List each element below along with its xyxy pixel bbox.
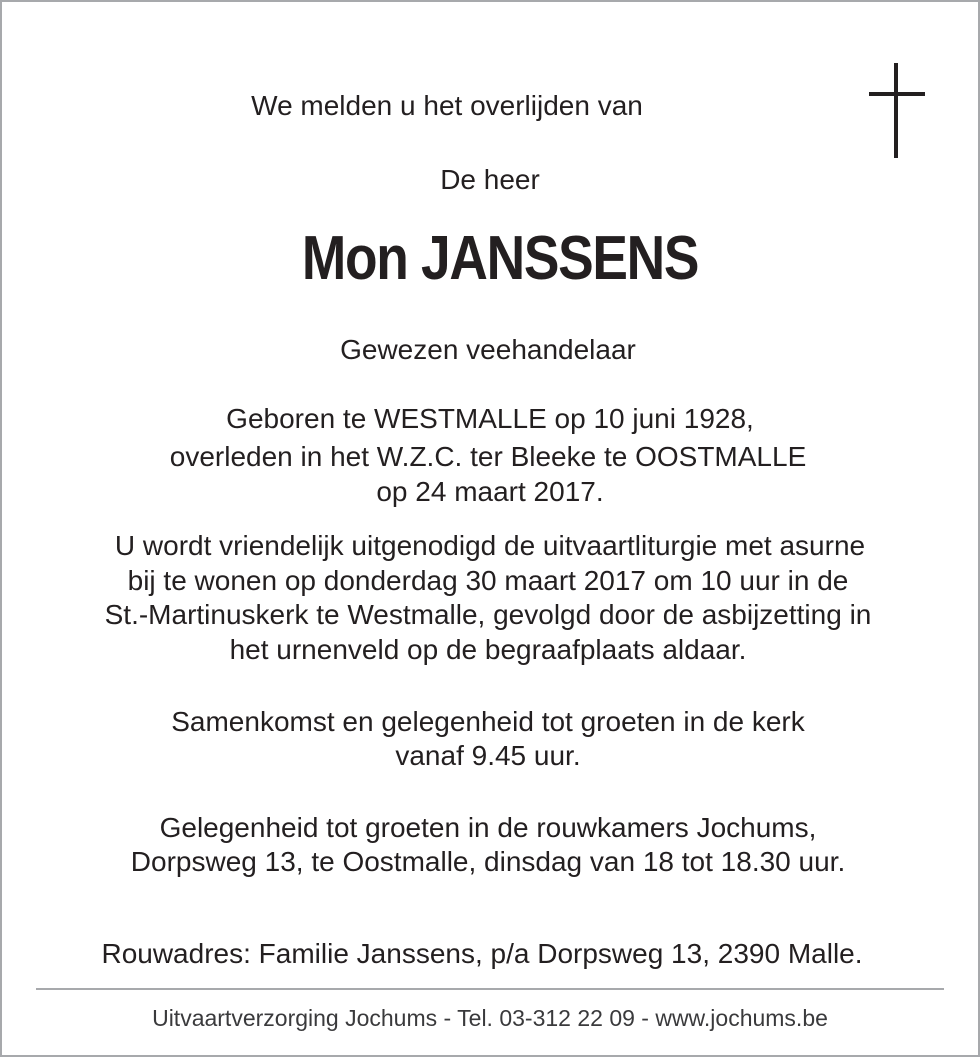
- occupation: Gewezen veehandelaar: [340, 334, 636, 365]
- funeral-home-footer: Uitvaartverzorging Jochums - Tel. 03-312 22 09 - www.jochums.be: [152, 1005, 828, 1031]
- funeral-line: U wordt vriendelijk uitgenodigd de uitvaartliturgie met asurne: [114, 530, 866, 561]
- birth-line: Geboren te WESTMALLE op 10 juni 1928,: [226, 403, 754, 434]
- gathering-line: Samenkomst en gelegenheid tot groeten in de kerk: [171, 706, 805, 737]
- deceased-name: Mon JANSSENS: [301, 224, 699, 293]
- footer-divider: [36, 988, 944, 990]
- death-place-line: overleden in het W.Z.C. ter Bleeke te OOSTMALLE: [169, 441, 807, 472]
- death-date-line: op 24 maart 2017.: [376, 476, 604, 507]
- condolence-address-line: Dorpsweg 13, te Oostmalle, dinsdag van 18 tot 18.30 uur.: [130, 846, 846, 877]
- funeral-line: bij te wonen op donderdag 30 maart 2017 om 10 uur in de: [127, 565, 849, 596]
- funeral-line: het urnenveld op de begraafplaats aldaar.: [229, 634, 747, 665]
- honorific: De heer: [440, 164, 540, 195]
- funeral-line: St.-Martinuskerk te Westmalle, gevolgd door de asbijzetting in: [104, 599, 872, 630]
- condolence-line: Gelegenheid tot groeten in de rouwkamers Jochums,: [159, 812, 817, 843]
- gathering-time-line: vanaf 9.45 uur.: [395, 740, 581, 771]
- mourning-address: Rouwadres: Familie Janssens, p/a Dorpsweg 13, 2390 Malle.: [101, 938, 863, 969]
- intro-text: We melden u het overlijden van: [251, 90, 643, 121]
